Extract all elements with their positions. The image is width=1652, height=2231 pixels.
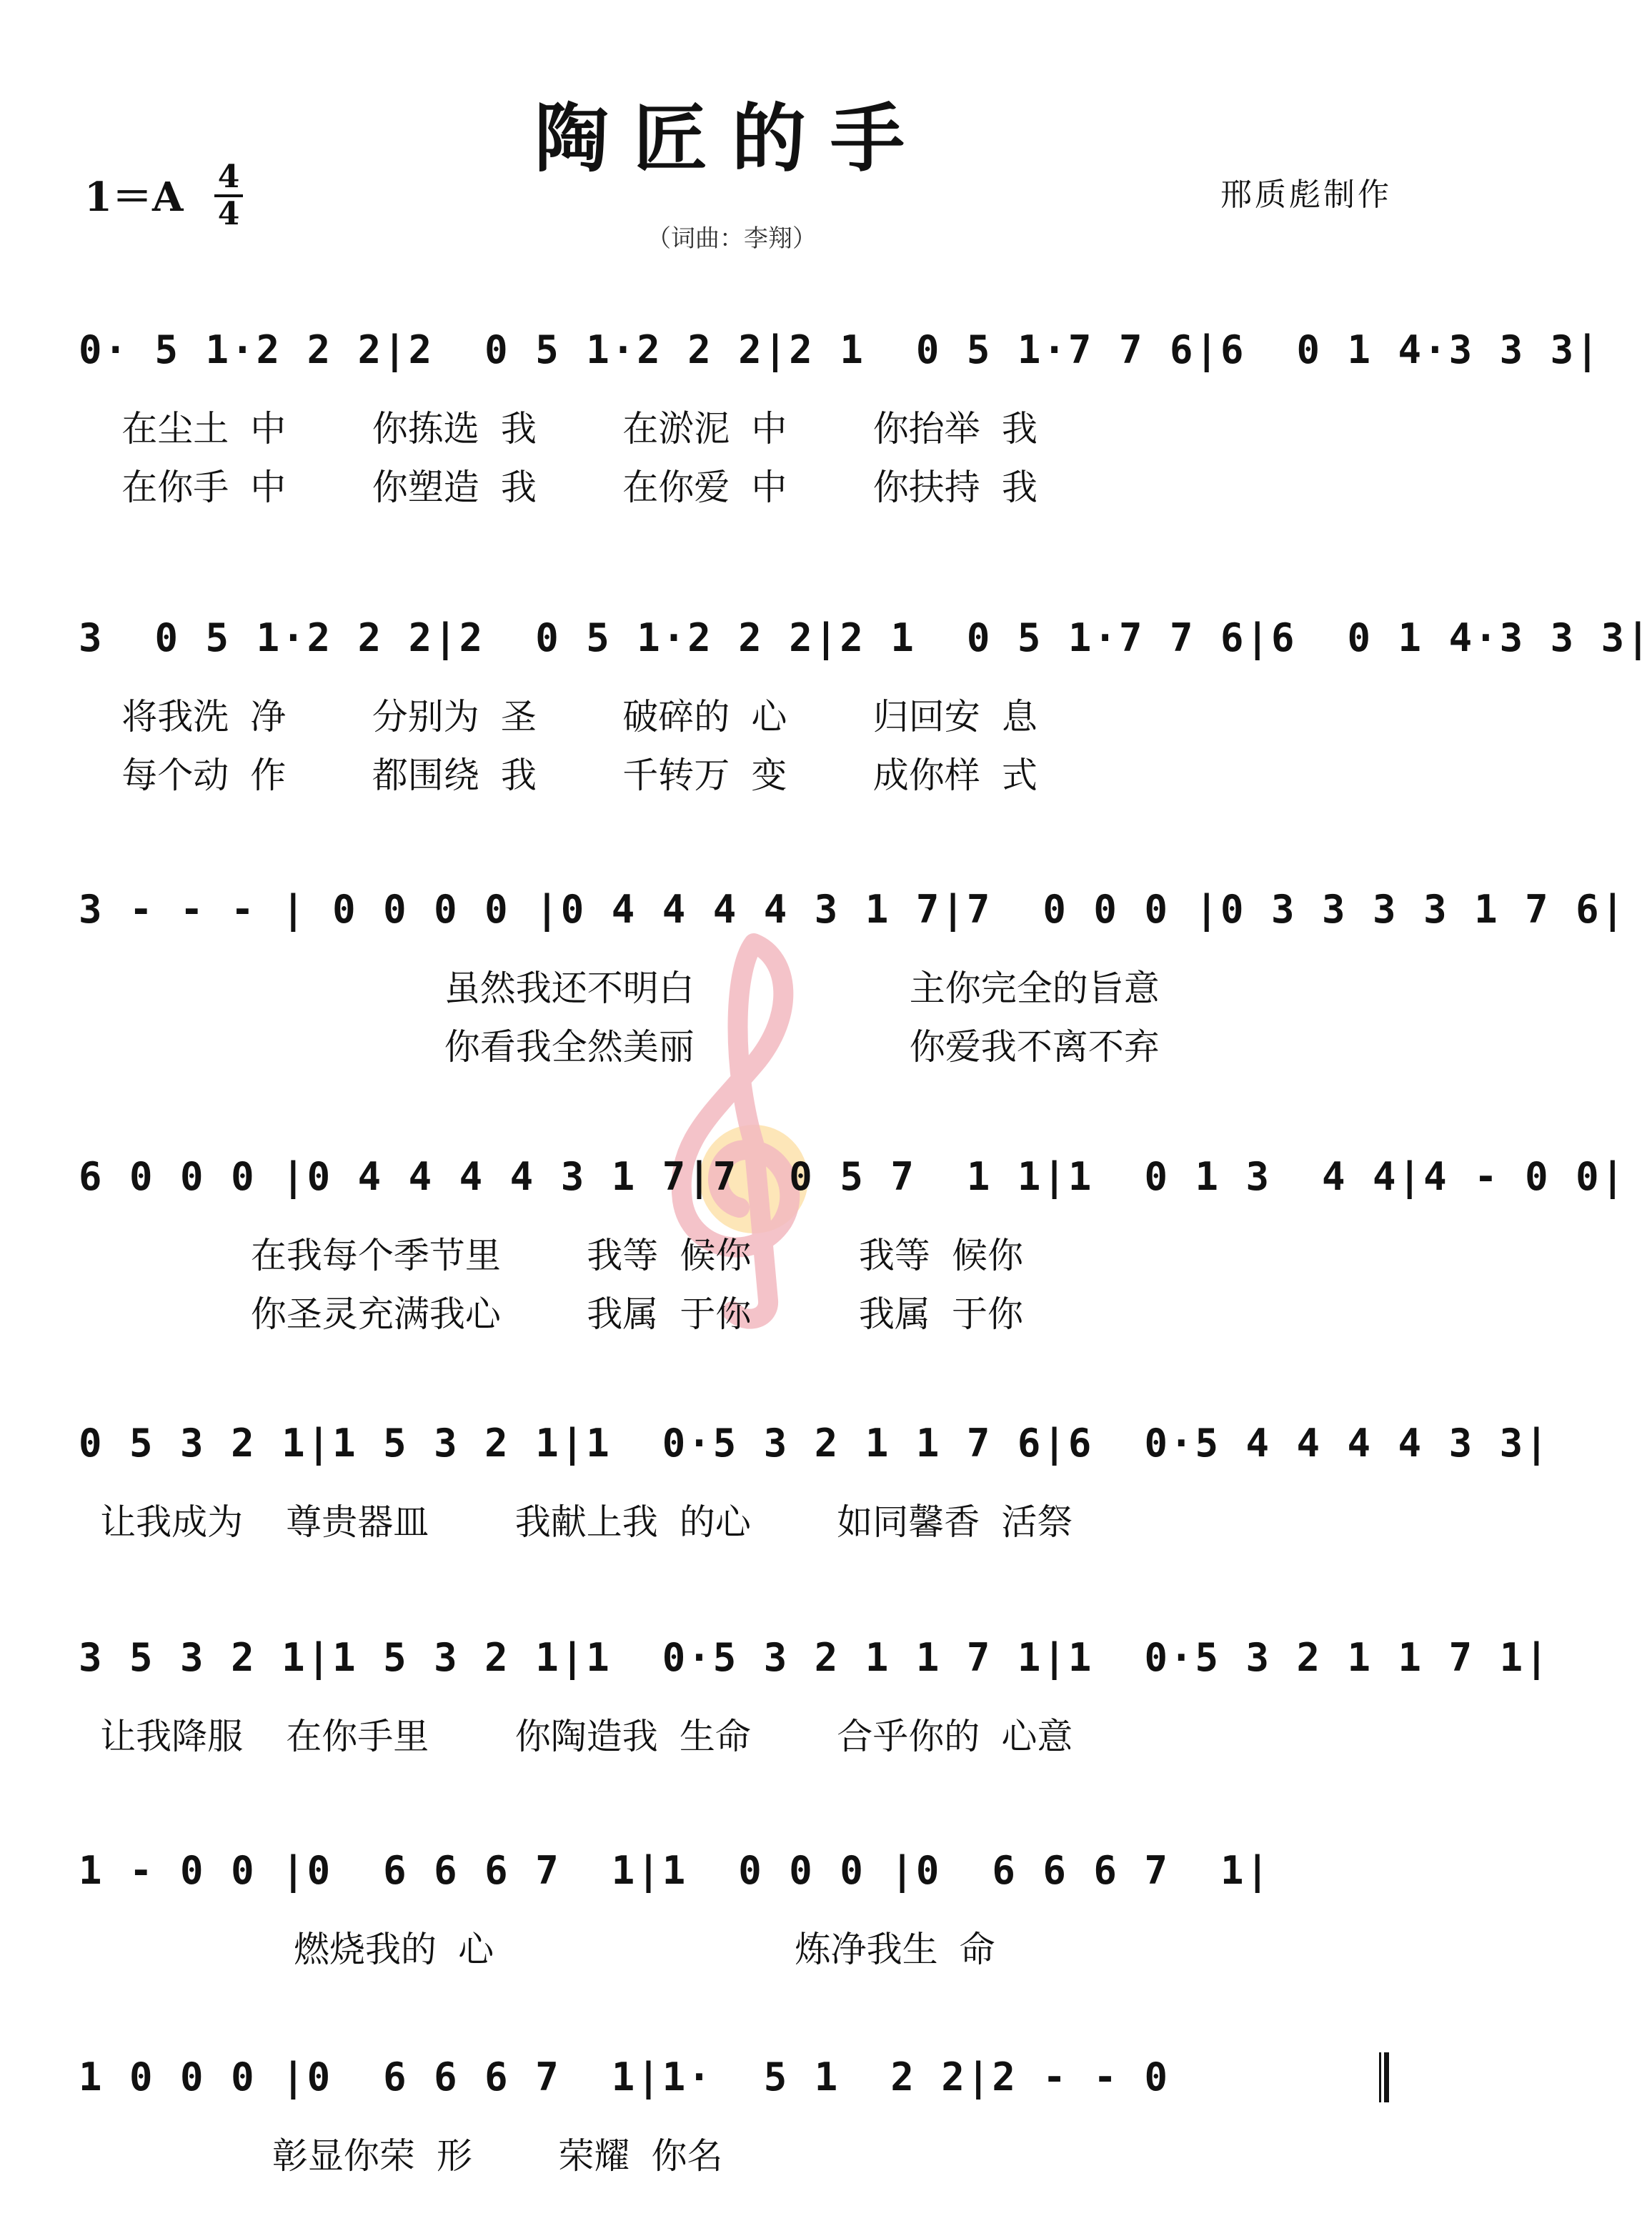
lyric-verse-1: 在我每个季节里 我等 候你 我等 候你 (79, 1235, 1023, 1276)
notation-line: 0 5 3 2 1|1 5 3 2 1|1 0·5 3 2 1 1 7 6|6 0·5 4 4 4 4 3 3| (79, 1421, 1551, 1466)
notation-line: 0· 5 1·2 2 2|2 0 5 1·2 2 2|2 1 0 5 1·7 7 6|6 0 1 4·3 3 3| (79, 327, 1601, 372)
notation-line: 3 5 3 2 1|1 5 3 2 1|1 0·5 3 2 1 1 7 1|1 0·5 3 2 1 1 7 1| (79, 1635, 1551, 1680)
lyric-verse-1: 将我洗 净 分别为 圣 破碎的 心 归回安 息 (79, 696, 1038, 737)
final-barline (1379, 2052, 1389, 2102)
lyric-verse-2: 你看我全然美丽 你爱我不离不弃 (79, 1026, 1160, 1068)
notation-line: 1 0 0 0 |0 6 6 6 7 1|1· 5 1 2 2|2 - - 0 (79, 2054, 1170, 2100)
lyric-verse-2: 在你手 中 你塑造 我 在你爱 中 你扶持 我 (79, 467, 1038, 508)
lyric-line: 彰显你荣 形 荣耀 你名 (79, 2135, 723, 2177)
lyric-line: 让我降服 在你手里 你陶造我 生命 合乎你的 心意 (79, 1716, 1073, 1757)
notation-line: 1 - 0 0 |0 6 6 6 7 1|1 0 0 0 |0 6 6 6 7 1| (79, 1848, 1272, 1893)
notation-line: 6 0 0 0 |0 4 4 4 4 3 1 7|7 0 5 7 1 1|1 0 1 3 4 4|4 - 0 0| (79, 1154, 1627, 1199)
lyric-verse-1: 虽然我还不明白 主你完全的旨意 (79, 968, 1160, 1009)
time-signature (213, 159, 244, 232)
lyricist-composer-credit: （词曲：李翔） (647, 224, 817, 253)
notation-line: 3 0 5 1·2 2 2|2 0 5 1·2 2 2|2 1 0 5 1·7 7 6|6 0 1 4·3 3 3| (79, 615, 1652, 660)
lyric-line: 让我成为 尊贵器皿 我献上我 的心 如同馨香 活祭 (79, 1501, 1073, 1543)
lyric-verse-2: 每个动 作 都围绕 我 千转万 变 成你样 式 (79, 755, 1038, 796)
key-signature: 1＝A (84, 174, 184, 221)
notation-line: 3 - - - | 0 0 0 0 |0 4 4 4 4 3 1 7|7 0 0 0 |0 3 3 3 3 1 7 6| (79, 887, 1627, 932)
lyric-verse-2: 你圣灵充满我心 我属 于你 我属 于你 (79, 1293, 1023, 1335)
arranger-credit: 邢质彪制作 (1220, 177, 1392, 213)
time-signature-top: 4 (217, 159, 240, 195)
lyric-verse-1: 在尘土 中 你拣选 我 在淤泥 中 你抬举 我 (79, 408, 1038, 449)
song-title: 陶匠的手 (534, 94, 929, 182)
lyric-line: 燃烧我的 心 炼净我生 命 (79, 1929, 995, 1970)
time-signature-bottom: 4 (217, 196, 240, 232)
